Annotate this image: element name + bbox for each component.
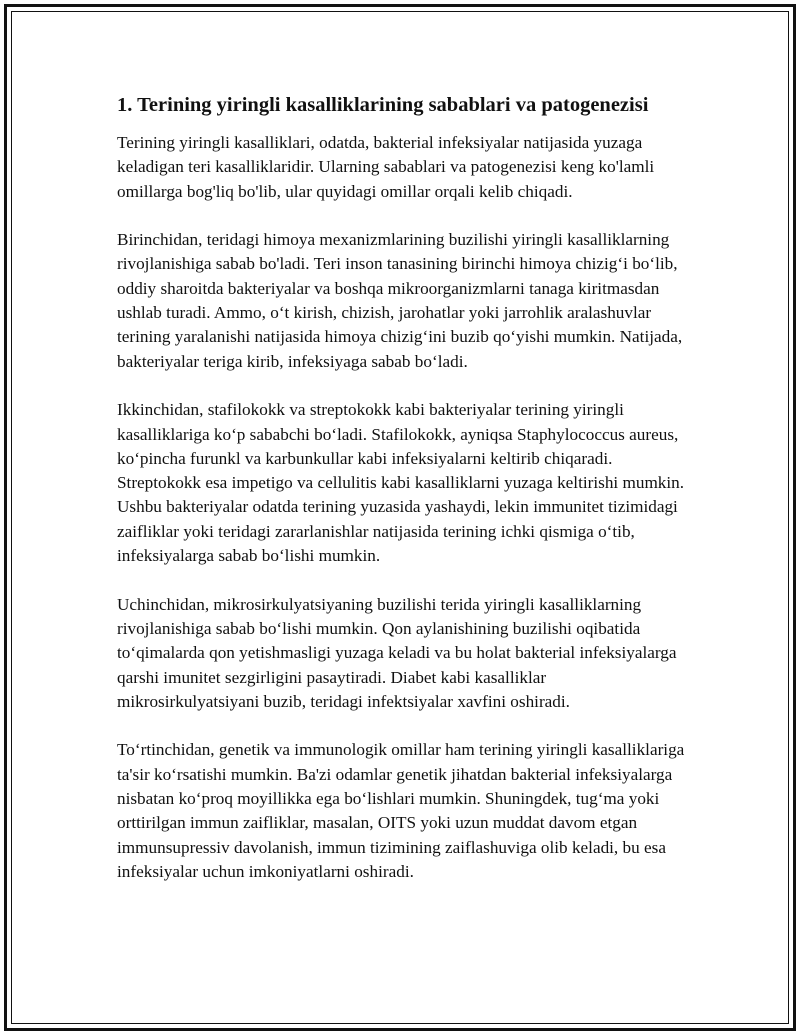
document-body (117, 91, 687, 909)
paragraph-third: Uchinchidan, mikrosirkulyatsiyaning buzilishi terida yiringli kasalliklarning rivojlanishiga sabab bo‘lishi mumkin. Qon aylanishining buzilishi oqibatida to‘qimalarda qon yetishmasligi yuzaga keladi va bu holat bakterial infeksiyalarga qarshi imunitet sezgirligini pasaytiradi. Diabet kabi kasalliklar mikrosirkulyatsiyani buzib, teridagi infektsiyalar xavfini oshiradi. (117, 594, 677, 711)
paragraph-second: Ikkinchidan, stafilokokk va streptokokk kabi bakteriyalar terining yiringli kasalliklariga ko‘p sababchi bo‘ladi. Stafilokokk, ayniqsa Staphylococcus aureus, ko‘pincha furunkl va karbunkullar kabi infeksiyalarni keltirib chiqaradi. Streptokokk esa impetigo va cellulitis kabi kasalliklarni yuzaga keltirishi mumkin. Ushbu bakteriyalar odatda terining yuzasida yashaydi, lekin immunitet tizimidagi zaifliklar yoki teridagi zararlanishlar natijasida terining ichki qismiga o‘tib, infeksiyalarga sabab bo‘lishi mumkin. (117, 400, 685, 566)
paragraph-intro: Terining yiringli kasalliklari, odatda, bakterial infeksiyalar natijasida yuzaga keladigan teri kasalliklaridir. Ularning sabablari va patogenezisi keng ko'lamli omillarga bog'liq bo'lib, ular quyidagi omillar orqali kelib chiqadi. (117, 133, 655, 201)
paragraph-fourth: To‘rtinchidan, genetik va immunologik omillar ham terining yiringli kasalliklariga ta'sir ko‘rsatishi mumkin. Ba'zi odamlar genetik jihatdan bakterial infeksiyalarga nisbatan ko‘proq moyillikka ega bo‘lishlari mumkin. Shuningdek, tug‘ma yoki orttirilgan immun zaifliklar, masalan, OITS yoki uzun muddat davom etgan immunsupressiv davolanish, immun tizimining zaiflashuviga olib keladi, bu esa infeksiyalar uchun imkoniyatlarni oshiradi. (117, 740, 685, 881)
section-heading: 1. Terining yiringli kasalliklarining sabablari va patogenezisi (117, 94, 649, 116)
paragraph-first: Birinchidan, teridagi himoya mexanizmlarining buzilishi yiringli kasalliklarning rivojlanishiga sabab bo'ladi. Teri inson tanasining birinchi himoya chizig‘i bo‘lib, oddiy sharoitda bakteriyalar va boshqa mikroorganizmlarni tanaga kiritmasdan ushlab turadi. Ammo, o‘t kirish, chizish, jarohatlar yoki jarrohlik aralashuvlar terining yaralanishi natijasida himoya chizig‘ini buzib qo‘yishi mumkin. Natijada, bakteriyalar teriga kirib, infeksiyaga sabab bo‘ladi. (117, 230, 683, 371)
